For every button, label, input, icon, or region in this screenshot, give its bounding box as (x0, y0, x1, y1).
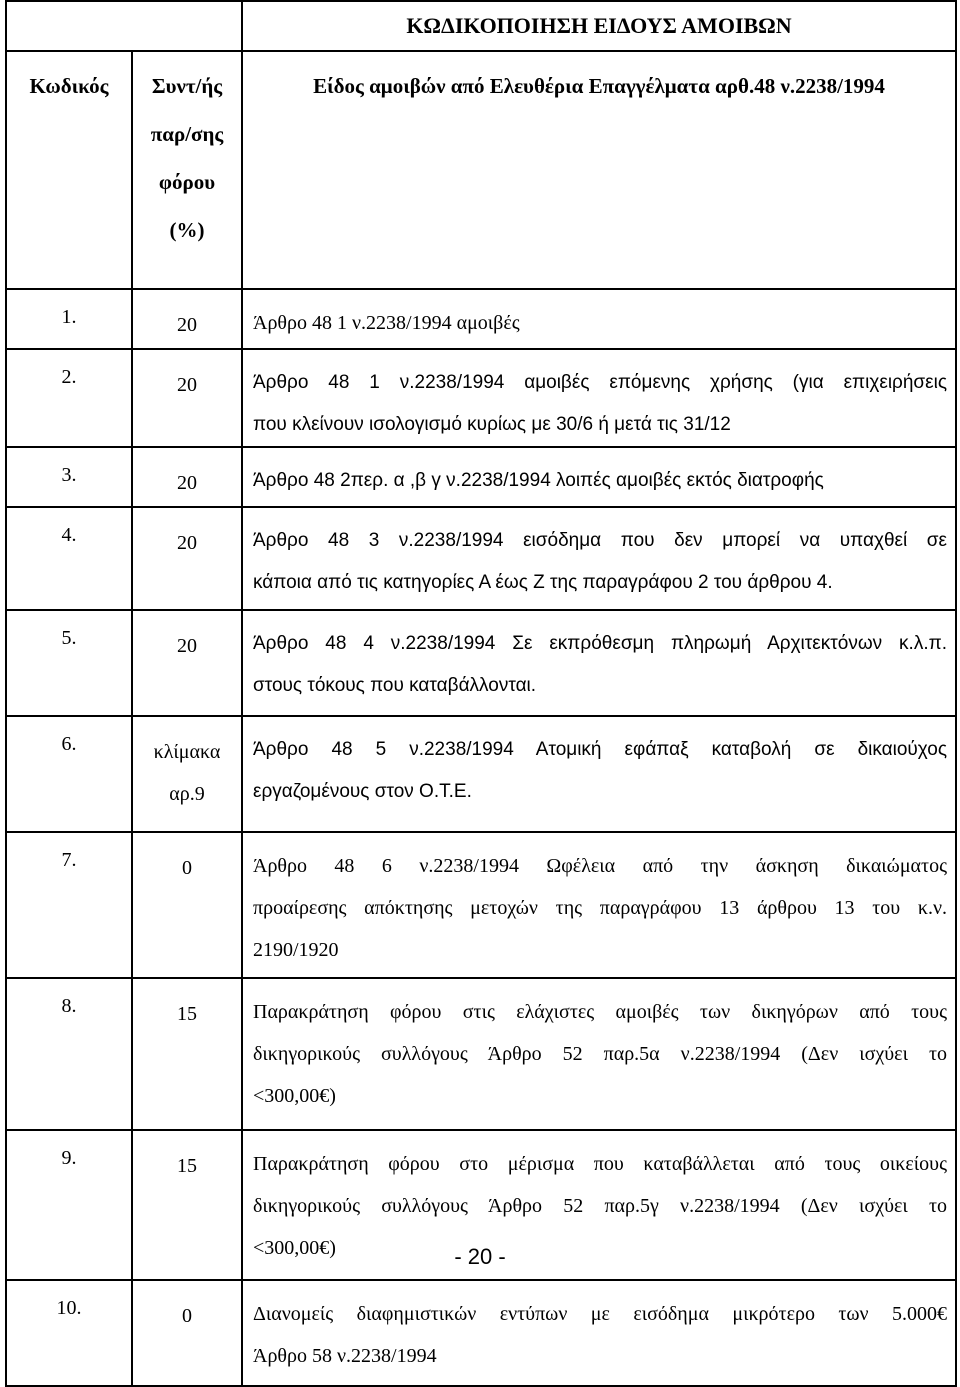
header-code: Κωδικός (6, 51, 132, 289)
row-description (242, 978, 956, 1130)
header-description: Είδος αμοιβών από Ελευθέρια Επαγγέλματα αρθ.48 ν.2238/1994 (242, 51, 956, 289)
row-code: 6. (6, 716, 132, 832)
description-line: Παρακράτηση φόρου στο μέρισμα που καταβάλλεται από τους οικείους (253, 1153, 947, 1175)
description-line: Άρθρο 48 5 ν.2238/1994 Ατομική εφάπαξ καταβολή σε δικαιούχος (253, 739, 947, 760)
description-line: δικηγορικούς συλλόγους Άρθρο 52 παρ.5α ν.2238/1994 (Δεν ισχύει το (253, 1043, 947, 1065)
row-code: 9. (6, 1130, 132, 1280)
row-description (242, 610, 956, 716)
description-line: Άρθρο 48 2περ. α ,β γ ν.2238/1994 λοιπές αμοιβές εκτός διατροφής (253, 470, 824, 491)
row-code: 5. (6, 610, 132, 716)
table-row (6, 716, 956, 832)
description-line: Άρθρο 48 1 ν.2238/1994 αμοιβές επόμενης χρήσης (για επιχειρήσεις (253, 372, 947, 393)
row-rate (132, 447, 242, 507)
table-row (6, 610, 956, 716)
row-code: 3. (6, 447, 132, 507)
row-rate (132, 978, 242, 1130)
description-line: δικηγορικούς συλλόγους Άρθρο 52 παρ.5γ ν.2238/1994 (Δεν ισχύει το (253, 1195, 947, 1217)
description-line: 2190/1920 (253, 939, 339, 961)
description-line: που κλείνουν ισολογισμό κυρίως με 30/6 ή μετά τις 31/12 (253, 414, 731, 435)
table-row (6, 1280, 956, 1386)
table-row (6, 832, 956, 978)
row-rate-line: 0 (182, 1305, 192, 1327)
row-rate (132, 289, 242, 349)
description-line: Παρακράτηση φόρου στις ελάχιστες αμοιβές των δικηγόρων από τους (253, 1001, 947, 1023)
row-rate (132, 507, 242, 610)
fee-code-table (5, 0, 957, 1387)
table-row (6, 349, 956, 447)
row-description (242, 289, 956, 349)
description-line: Άρθρο 48 4 ν.2238/1994 Σε εκπρόθεσμη πληρωμή Αρχιτεκτόνων κ.λ.π. (253, 633, 947, 654)
row-code: 1. (6, 289, 132, 349)
row-rate (132, 716, 242, 832)
row-rate-line: 20 (177, 314, 197, 336)
row-description (242, 447, 956, 507)
row-rate-line: 0 (182, 857, 192, 879)
row-rate (132, 832, 242, 978)
row-description (242, 349, 956, 447)
row-code: 2. (6, 349, 132, 447)
row-rate (132, 1280, 242, 1386)
header-rate-line: Συντ/ής (151, 74, 223, 98)
table-row (6, 289, 956, 349)
row-description (242, 1280, 956, 1386)
description-line: στους τόκους που καταβάλλονται. (253, 675, 537, 696)
description-line: Άρθρο 48 1 ν.2238/1994 αμοιβές (253, 312, 520, 334)
row-rate-line: 20 (177, 374, 197, 396)
row-rate-line: 15 (177, 1155, 197, 1177)
row-rate-line: 15 (177, 1003, 197, 1025)
header-rate-line: φόρου (158, 170, 216, 194)
page-number: - 20 - (454, 1244, 506, 1269)
row-code: 10. (6, 1280, 132, 1386)
description-line: εργαζομένους στον Ο.Τ.Ε. (253, 781, 472, 802)
row-rate-line: αρ.9 (169, 783, 205, 805)
row-description (242, 832, 956, 978)
header-rate-line: (%) (169, 218, 205, 242)
row-description (242, 507, 956, 610)
row-rate-line: 20 (177, 472, 197, 494)
title-left-blank (6, 1, 242, 51)
row-rate (132, 610, 242, 716)
description-line: <300,00€) (253, 1237, 336, 1259)
row-rate-line: κλίμακα (153, 741, 221, 763)
table-body (6, 289, 956, 1386)
table-row (6, 978, 956, 1130)
row-description (242, 716, 956, 832)
description-line: προαίρεσης απόκτησης μετοχών της παραγράφου 13 άρθρου 13 του κ.ν. (253, 897, 947, 919)
description-line: <300,00€) (253, 1085, 336, 1107)
table-title: ΚΩΔΙΚΟΠΟΙΗΣΗ ΕΙΔΟΥΣ ΑΜΟΙΒΩΝ (242, 1, 956, 51)
row-rate (132, 349, 242, 447)
description-line: Διανομείς διαφημιστικών εντύπων με εισόδημα μικρότερο των 5.000€ (253, 1303, 947, 1325)
header-rate-line: παρ/σης (150, 122, 224, 146)
header-rate (132, 51, 242, 289)
table-row (6, 507, 956, 610)
description-line: Άρθρο 48 6 ν.2238/1994 Ωφέλεια από την άσκηση δικαιώματος (253, 855, 947, 877)
description-line: Άρθρο 48 3 ν.2238/1994 εισόδημα που δεν μπορεί να υπαχθεί σε (253, 530, 947, 551)
description-line: Άρθρο 58 ν.2238/1994 (253, 1345, 437, 1367)
row-code: 4. (6, 507, 132, 610)
table-row (6, 447, 956, 507)
row-code: 7. (6, 832, 132, 978)
row-rate-line: 20 (177, 532, 197, 554)
row-code: 8. (6, 978, 132, 1130)
row-rate-line: 20 (177, 635, 197, 657)
description-line: κάποια από τις κατηγορίες Α έως Ζ της παραγράφου 2 του άρθρου 4. (253, 572, 833, 593)
